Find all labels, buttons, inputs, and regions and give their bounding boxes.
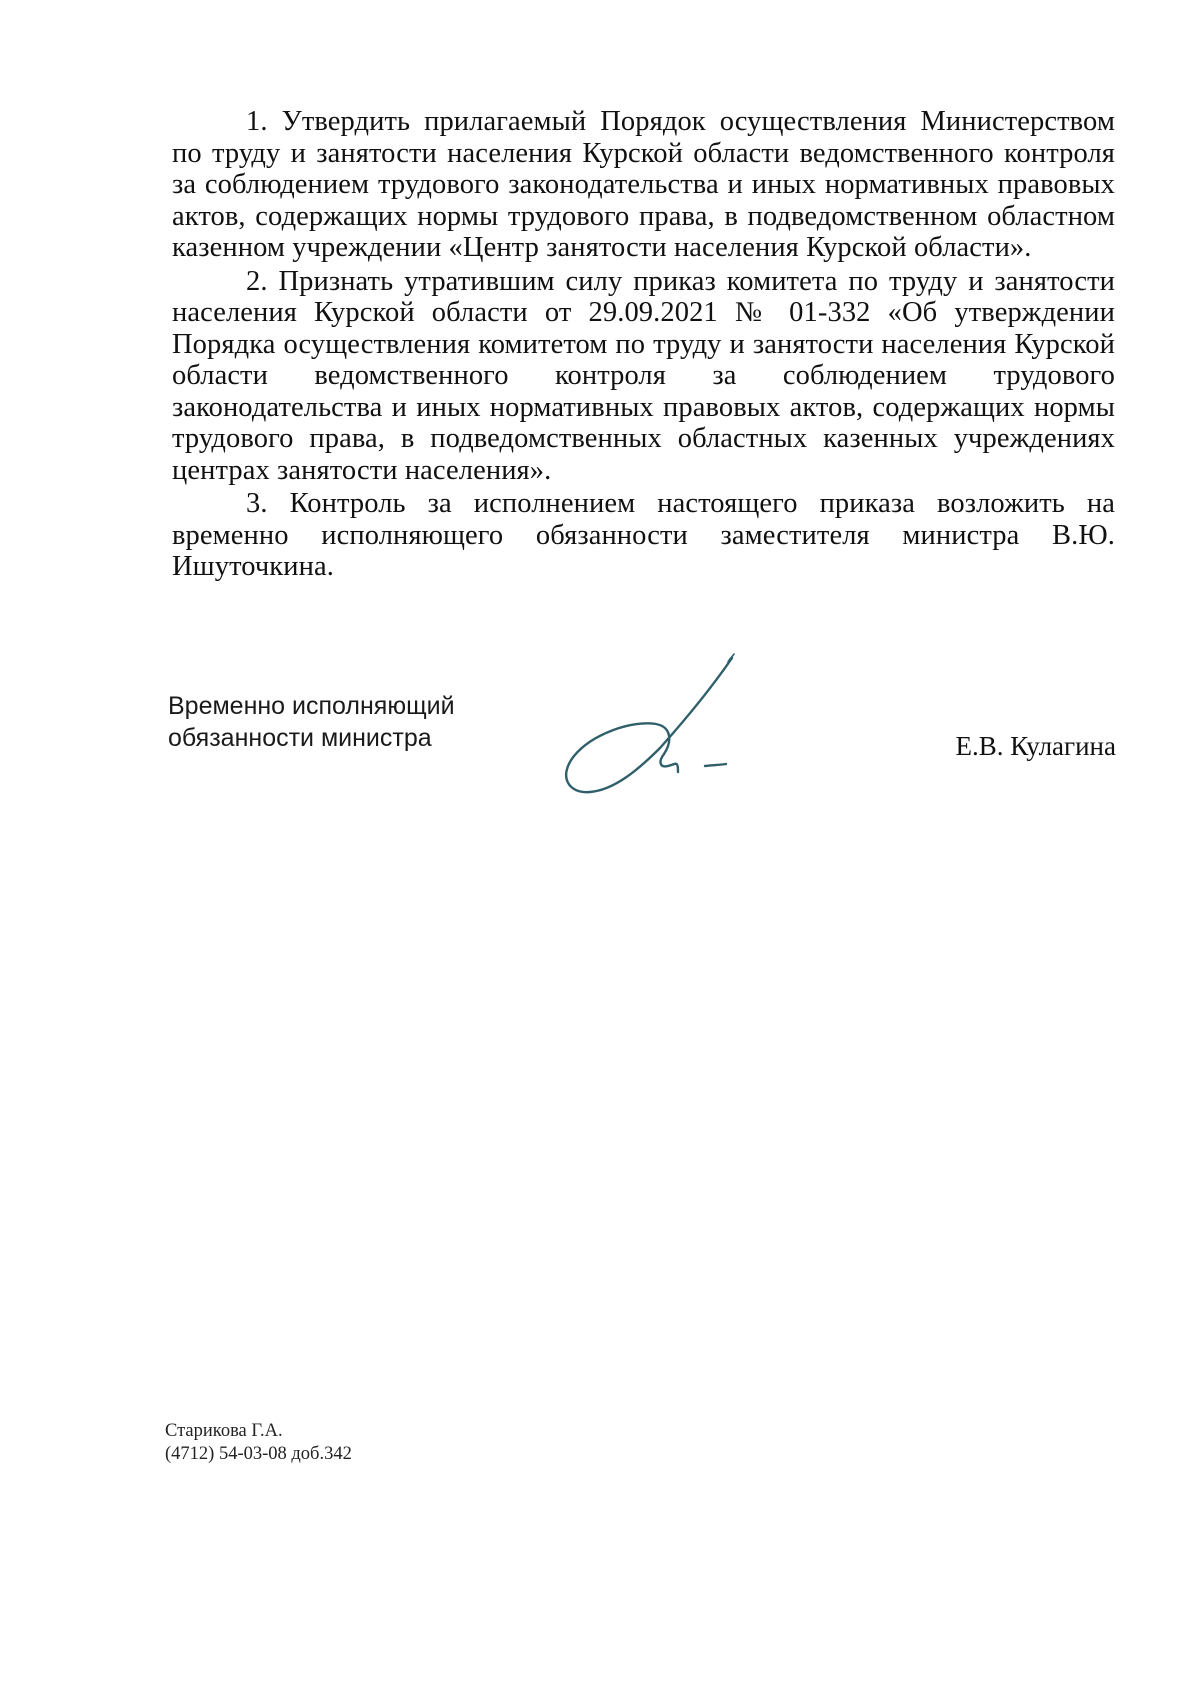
signature-stroke-main: [566, 658, 732, 792]
signature-stroke-tail: [705, 764, 726, 766]
paragraph-item-1: 1. Утвердить прилагаемый Порядок осуществления Министерством по труду и занятости населения Курской области ведомственного контроля за соблюдением трудового законодательства и иных нормативных правовых актов, содержащих нормы трудового права, в подведомственном областном казенном учреждении «Центр занятости населения Курской области».: [172, 106, 1115, 263]
contact-phone: (4712) 54-03-08 доб.342: [165, 1444, 352, 1464]
signatory-role-line-2: обязанности министра: [168, 724, 432, 752]
contact-author: Старикова Г.А.: [165, 1421, 283, 1441]
contact-info: [165, 1420, 352, 1466]
handwritten-signature-icon: [560, 650, 800, 810]
signatory-role: [168, 690, 455, 754]
order-body: [172, 106, 1115, 585]
paragraph-item-3: 3. Контроль за исполнением настоящего приказа возложить на временно исполняющего обязанности заместителя министра В.Ю. Ишуточкина.: [172, 488, 1115, 582]
signatory-name: Е.В. Кулагина: [955, 731, 1116, 761]
signatory-role-line-1: Временно исполняющий: [168, 692, 455, 720]
paragraph-item-2: 2. Признать утратившим силу приказ комитета по труду и занятости населения Курской области от 29.09.2021 № 01-332 «Об утверждении Порядка осуществления комитетом по труду и занятости населения Курской области ведомственного контроля за соблюдением трудового законодательства и иных нормативных правовых актов, содержащих нормы трудового права, в подведомственных областных казенных учреждениях центрах занятости населения».: [172, 265, 1115, 486]
